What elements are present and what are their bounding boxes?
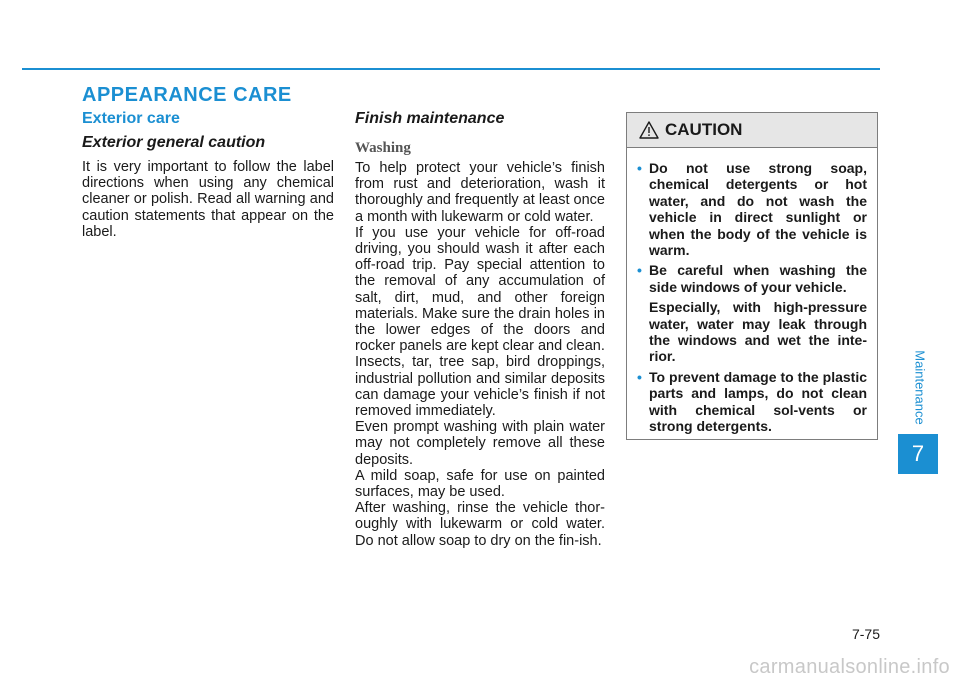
caution-title: CAUTION (665, 120, 743, 139)
column-finish-maintenance (355, 108, 605, 549)
warning-triangle-icon (639, 121, 659, 139)
caution-item-text: To prevent damage to the plastic parts and lamps, do not clean with chemical sol-vents or strong detergents. (649, 368, 867, 435)
caution-box (626, 112, 878, 440)
bullet-dot-icon: • (637, 160, 642, 176)
column-exterior-care (82, 108, 334, 240)
washing-paragraph: A mild soap, safe for use on painted surfaces, may be used. (355, 467, 605, 501)
washing-paragraph: After washing, rinse the vehicle thor-oughly with lukewarm or cold water. Do not allow soap to dry on the fin-ish. (355, 500, 605, 549)
caution-item-text: Be careful when washing the side windows of your vehicle. (649, 262, 867, 295)
washing-paragraph: To help protect your vehicle’s finish from rust and deterioration, wash it thoroughly and frequently at least once a month with lukewarm or cold water. (355, 160, 605, 225)
washing-paragraph: Insects, tar, tree sap, bird droppings, industrial pollution and similar deposits can damage your vehicle’s finish if not removed immediately. (355, 354, 605, 420)
caution-item (637, 262, 867, 364)
top-rule (22, 68, 880, 70)
bullet-dot-icon: • (637, 368, 642, 385)
exterior-caution-paragraph: It is very important to follow the label directions when using any chemical cleaner or polish. Read all warning and caution statements that appear on the label. (82, 159, 334, 240)
caution-header (627, 113, 877, 148)
exterior-care-heading: Exterior care (82, 110, 180, 127)
washing-heading: Washing (355, 140, 411, 156)
caution-item (637, 369, 867, 435)
chapter-tab (898, 434, 938, 474)
caution-item (637, 160, 867, 258)
caution-item-text: Do not use strong soap, chemical detergents or hot water, and do not wash the vehicle in direct sunlight or when the body of the vehicle is warm. (649, 160, 867, 259)
side-tab-label (900, 342, 940, 432)
exterior-general-caution-heading: Exterior general caution (82, 134, 266, 151)
washing-paragraph: Even prompt washing with plain water may not completely remove all these deposits. (355, 419, 605, 468)
section-title: APPEARANCE CARE (82, 84, 292, 106)
watermark: carmanualsonline.info (749, 656, 950, 678)
finish-maintenance-heading: Finish maintenance (355, 110, 505, 127)
page-number: 7-75 (851, 626, 880, 642)
bullet-dot-icon: • (637, 262, 642, 279)
side-tab-label-text: Maintenance (912, 349, 928, 425)
caution-item-text: Especially, with high-pressure water, water may leak through the windows and wet the inte-rior. (649, 299, 867, 365)
caution-list (627, 148, 877, 435)
washing-paragraph: If you use your vehicle for off-road driving, you should wash it after each off-road trip. Pay special attention to the removal of any accumulation of salt, dirt, mud, and other foreign materials. Make sure the drain holes in the lower edges of the doors and rocker panels are kept clear and clean. (355, 224, 605, 355)
chapter-number: 7 (911, 441, 925, 466)
